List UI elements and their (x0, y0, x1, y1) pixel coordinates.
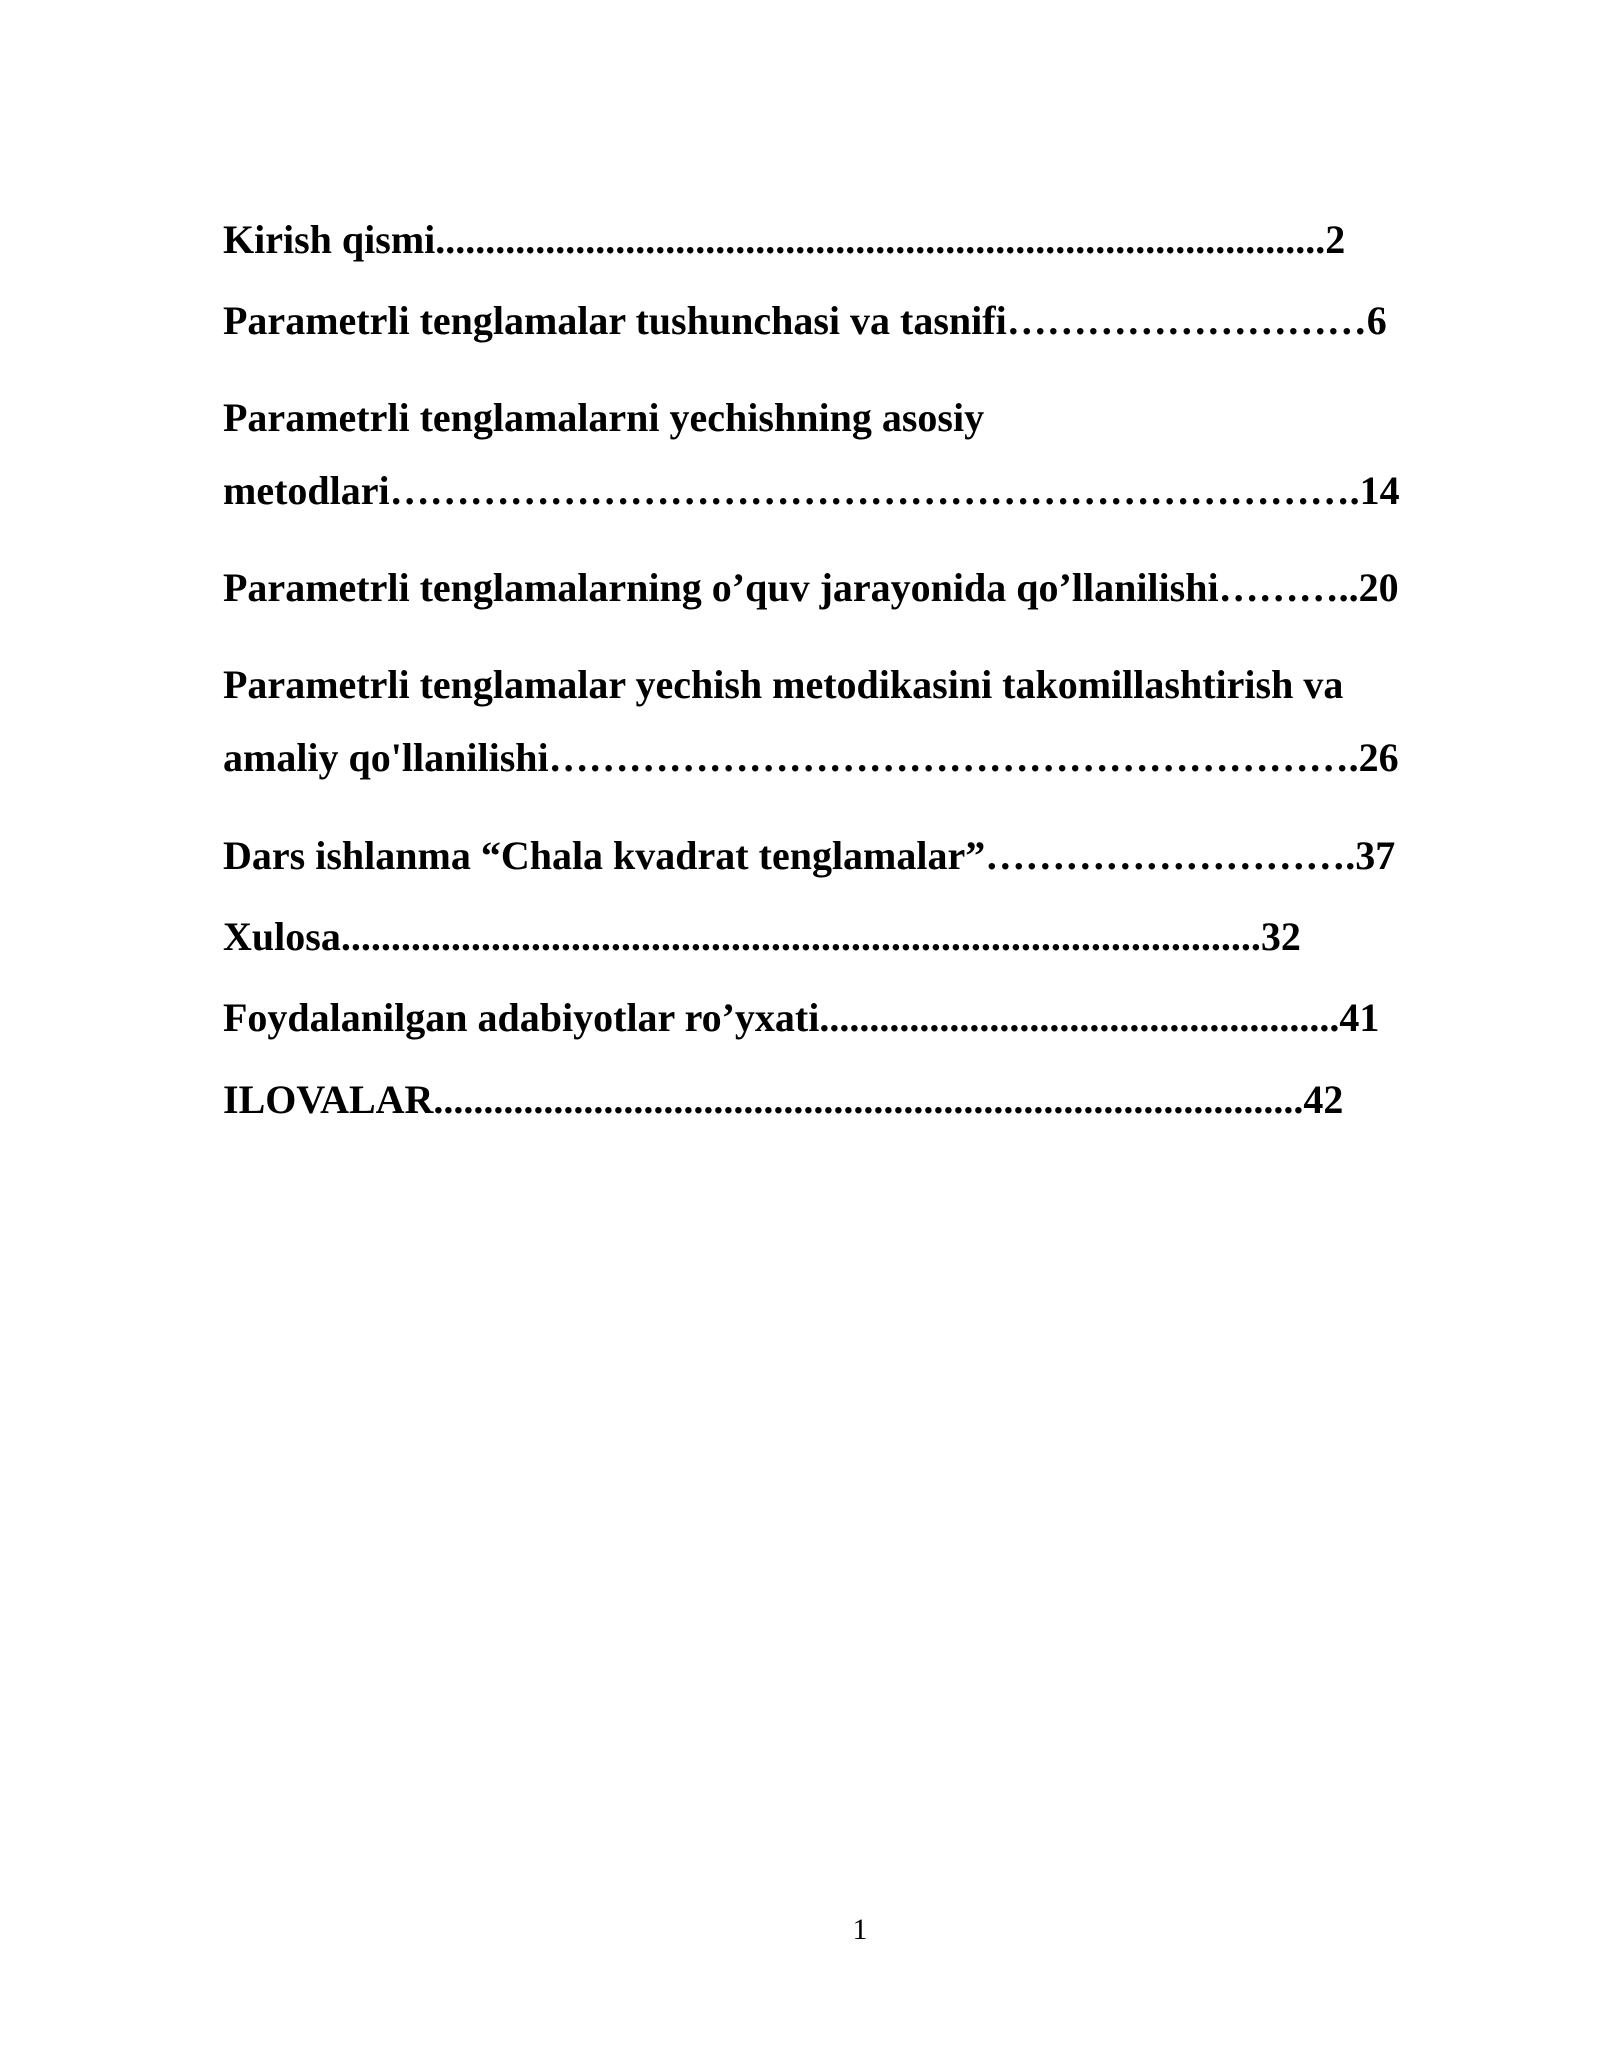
toc-entry-line: Kirish qismi.........................................................................................2 (223, 217, 1346, 262)
toc-entry-line: Dars ishlanma “Chala kvadrat tenglamalar”……………………….37 (223, 833, 1396, 878)
toc-entry-line: ILOVALAR.......................................................................................42 (223, 1077, 1344, 1122)
toc-entry-ilovalar (223, 1077, 1463, 1122)
toc-entry-kirish (223, 217, 1463, 262)
toc-entry-xulosa (223, 914, 1463, 959)
toc-entry-line: Parametrli tenglamalar tushunchasi va tasnifi………………………6 (223, 298, 1387, 343)
toc-entry-line: Xulosa............................................................................................32 (223, 914, 1301, 959)
toc-entry-metodlari (223, 395, 1463, 513)
toc-entry-adabiyotlar (223, 995, 1463, 1040)
toc-entry-line: Parametrli tenglamalarning o’quv jarayonida qo’llanilishi………..20 (223, 565, 1399, 610)
toc-entry-dars-ishlanma (223, 833, 1463, 878)
toc-entry-line: Foydalanilgan adabiyotlar ro’yxati....................................................41 (223, 995, 1380, 1040)
toc-entry-line: metodlari……………………………………………………………….14 (223, 468, 1400, 513)
toc-entry-takomillashtirish (223, 662, 1463, 780)
toc-entry-line: amaliy qo'llanilishi…………………………………………………….26 (223, 735, 1399, 780)
page-number: 1 (852, 1913, 868, 1946)
toc-entry-line: Parametrli tenglamalarni yechishning asosiy (223, 395, 985, 440)
toc-entry-oquv-jarayonida (223, 565, 1463, 610)
toc-entry-line: Parametrli tenglamalar yechish metodikasini takomillashtirish va (223, 662, 1344, 707)
toc-entry-tushunchasi (223, 298, 1463, 343)
